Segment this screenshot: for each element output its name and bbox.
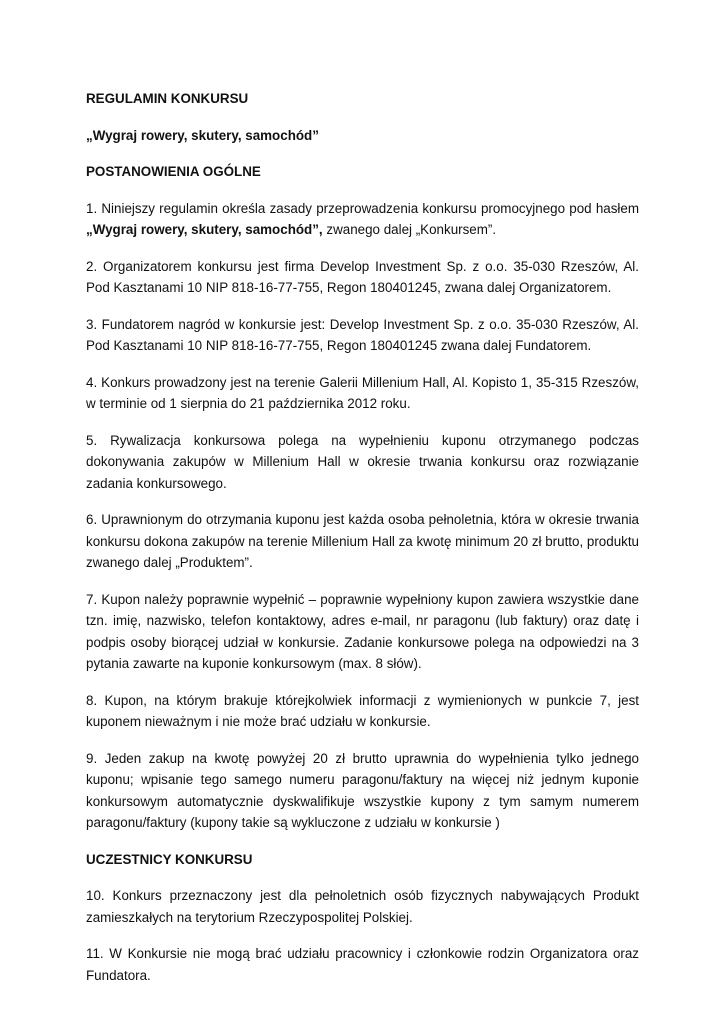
paragraph-11: 11. W Konkursie nie mogą brać udziału pracownicy i członkowie rodzin Organizatora oraz Fundatora.	[86, 946, 639, 983]
contest-name: „Wygraj rowery, skutery, samochód”	[86, 127, 319, 143]
document-title: REGULAMIN KONKURSU	[86, 91, 249, 106]
paragraph-1-outro: zwanego dalej „Konkursem”.	[322, 222, 497, 237]
paragraph-4: 4. Konkurs prowadzony jest na terenie Galerii Millenium Hall, Al. Kopisto 1, 35-315 Rzeszów, w terminie od 1 sierpnia do 21 października 2012 roku.	[86, 374, 639, 411]
paragraph-10: 10. Konkurs przeznaczony jest dla pełnoletnich osób fizycznych nabywających Produkt zamieszkałych na terytorium Rzeczypospolitej Polskiej.	[86, 888, 639, 925]
paragraph-2: 2. Organizatorem konkursu jest firma Develop Investment Sp. z o.o. 35-030 Rzeszów, Al. Pod Kasztanami 10 NIP 818-16-77-755, Regon 180401245, zwana dalej Organizatorem.	[86, 258, 639, 295]
paragraph-1	[86, 198, 639, 241]
paragraph-6: 6. Uprawnionym do otrzymania kuponu jest każda osoba pełnoletnia, która w okresie trwania konkursu dokona zakupów na terenie Millenium Hall za kwotę minimum 20 zł brutto, produktu zwanego dalej „Produktem”.	[86, 512, 640, 570]
section-heading-participants: UCZESTNICY KONKURSU	[86, 851, 253, 867]
paragraph-9: 9. Jeden zakup na kwotę powyżej 20 zł brutto uprawnia do wypełnienia tylko jednego kuponu; wpisanie tego samego numeru paragonu/faktury na więcej niż jednym kuponie konkursowym automatycznie dyskwalifikuje wszystkie kupony z tym samym numerem paragonu/faktury (kupony takie są wykluczone z udziału w konkursie )	[86, 750, 639, 830]
document-body	[86, 88, 639, 1001]
paragraph-7: 7. Kupon należy poprawnie wypełnić – poprawnie wypełniony kupon zawiera wszystkie dane tzn. imię, nazwisko, telefon kontaktowy, adres e-mail, nr paragonu (lub faktury) oraz datę i podpis osoby biorącej udział w konkursie. Zadanie konkursowe polega na odpowiedzi na 3 pytania zawarte na kuponie konkursowym (max. 8 słów).	[86, 591, 639, 671]
paragraph-5: 5. Rywalizacja konkursowa polega na wypełnieniu kuponu otrzymanego podczas dokonywania zakupów w Millenium Hall w okresie trwania konkursu oraz rozwiązanie zadania konkursowego.	[86, 432, 639, 491]
paragraph-3: 3. Fundatorem nagród w konkursie jest: Develop Investment Sp. z o.o. 35-030 Rzeszów, Al. Pod Kasztanami 10 NIP 818-16-77-755, Regon 180401245 zwana dalej Fundatorem.	[86, 316, 639, 353]
paragraph-8: 8. Kupon, na którym brakuje którejkolwiek informacji z wymienionych w punkcie 7, jest kuponem nieważnym i nie może brać udziału w konkursie.	[86, 692, 639, 729]
paragraph-1-intro: 1. Niniejszy regulamin określa zasady przeprowadzenia konkursu promocyjnego pod hasłem	[86, 200, 639, 216]
section-heading-general: POSTANOWIENIA OGÓLNE	[86, 164, 261, 179]
paragraph-1-contest-name: „Wygraj rowery, skutery, samochód”,	[86, 222, 323, 237]
